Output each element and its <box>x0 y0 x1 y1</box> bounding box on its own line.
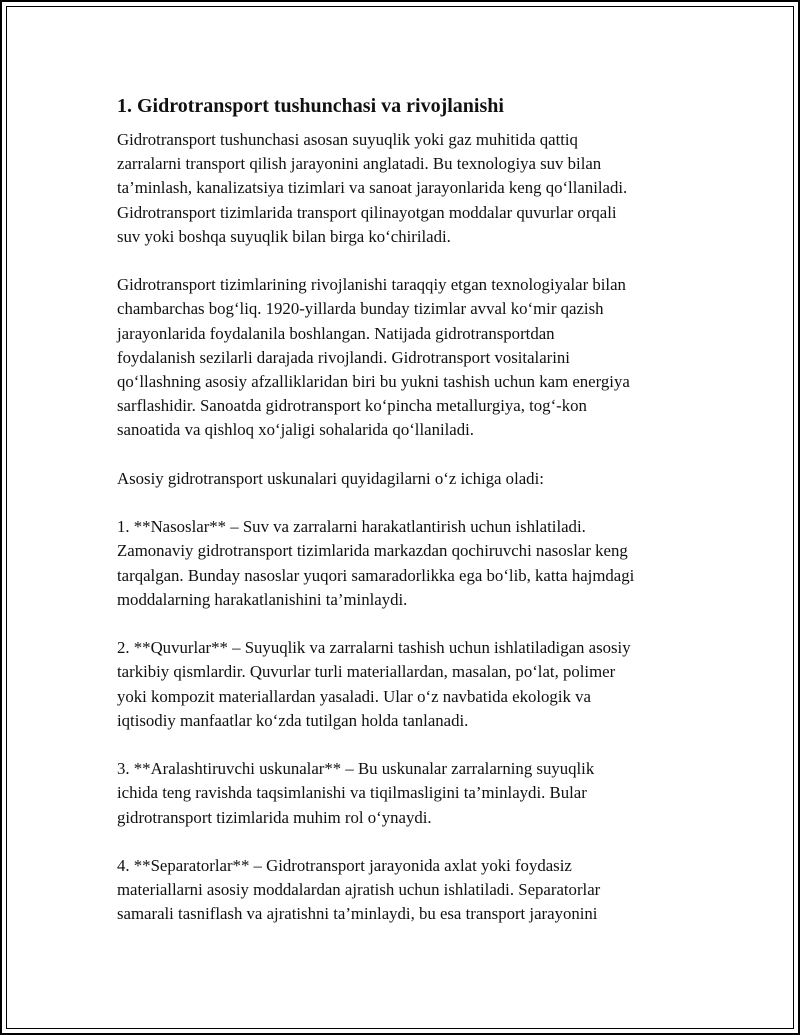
text-line: Gidrotransport tushunchasi asosan suyuqlik yoki gaz muhitida qattiq <box>117 130 578 149</box>
text-line: 4. **Separatorlar** – Gidrotransport jarayonida axlat yoki foydasiz <box>117 856 572 875</box>
paragraph-equipment-intro <box>117 467 687 491</box>
section-heading: 1. Gidrotransport tushunchasi va rivojlanishi <box>117 95 504 117</box>
text-line: moddalarning harakatlanishini ta’minlaydi. <box>117 589 408 609</box>
text-line: Gidrotransport tizimlarida transport qilinayotgan moddalar quvurlar orqali <box>117 202 617 222</box>
text-line: Zamonaviy gidrotransport tizimlarida markazdan qochiruvchi nasoslar keng <box>117 541 628 561</box>
list-item-mixers <box>117 757 687 830</box>
text-line: iqtisodiy manfaatlar ko‘zda tutilgan holda tanlanadi. <box>117 710 469 730</box>
text-line: materiallarni asosiy moddalardan ajratish uchun ishlatiladi. Separatorlar <box>117 880 601 900</box>
text-line: samarali tasniflash va ajratishni ta’minlaydi, bu esa transport jarayonini <box>117 904 598 924</box>
text-line: Asosiy gidrotransport uskunalari quyidagilarni o‘z ichiga oladi: <box>117 468 544 488</box>
paragraph-definition <box>117 128 687 249</box>
text-line: tarqalgan. Bunday nasoslar yuqori samaradorlikka ega bo‘lib, katta hajmdagi <box>117 565 635 585</box>
paragraph-development <box>117 273 687 442</box>
text-line: ta’minlash, kanalizatsiya tizimlari va sanoat jarayonlarida keng qo‘llaniladi. <box>117 178 628 198</box>
text-line: 2. **Quvurlar** – Suyuqlik va zarralarni tashish uchun ishlatiladigan asosiy <box>117 638 631 658</box>
text-line: chambarchas bog‘liq. 1920-yillarda bunday tizimlar avval ko‘mir qazish <box>117 299 604 319</box>
text-line: suv yoki boshqa suyuqlik bilan birga ko‘chiriladi. <box>117 226 451 246</box>
document-body <box>117 92 687 951</box>
text-line: yoki kompozit materiallardan yasaladi. Ular o‘z navbatida ekologik va <box>117 686 591 706</box>
text-line: zarralarni transport qilish jarayonini anglatadi. Bu texnologiya suv bilan <box>117 154 602 174</box>
text-line: sarflashidir. Sanoatda gidrotransport ko‘pincha metallurgiya, tog‘-kon <box>117 396 587 416</box>
text-line: 3. **Aralashtiruvchi uskunalar** – Bu uskunalar zarralarning suyuqlik <box>117 759 595 779</box>
text-line: ichida teng ravishda taqsimlanishi va tiqilmasligini ta’minlaydi. Bular <box>117 783 587 803</box>
list-item-pumps <box>117 515 687 612</box>
text-line: tarkibiy qismlardir. Quvurlar turli materiallardan, masalan, po‘lat, polimer <box>117 662 616 682</box>
text-line: 1. **Nasoslar** – Suv va zarralarni harakatlantirish uchun ishlatiladi. <box>117 517 586 537</box>
text-line: foydalanish sezilarli darajada rivojlandi. Gidrotransport vositalarini <box>117 347 570 367</box>
list-item-separators <box>117 854 687 927</box>
text-line: sanoatida va qishloq xo‘jaligi sohalarida qo‘llaniladi. <box>117 420 474 440</box>
text-line: jarayonlarida foydalanila boshlangan. Natijada gidrotransportdan <box>117 323 555 343</box>
text-line: Gidrotransport tizimlarining rivojlanishi taraqqiy etgan texnologiyalar bilan <box>117 275 626 295</box>
list-item-pipes <box>117 636 687 733</box>
text-line: gidrotransport tizimlarida muhim rol o‘ynaydi. <box>117 807 432 827</box>
text-line: qo‘llashning asosiy afzalliklaridan biri bu yukni tashish uchun kam energiya <box>117 372 630 392</box>
